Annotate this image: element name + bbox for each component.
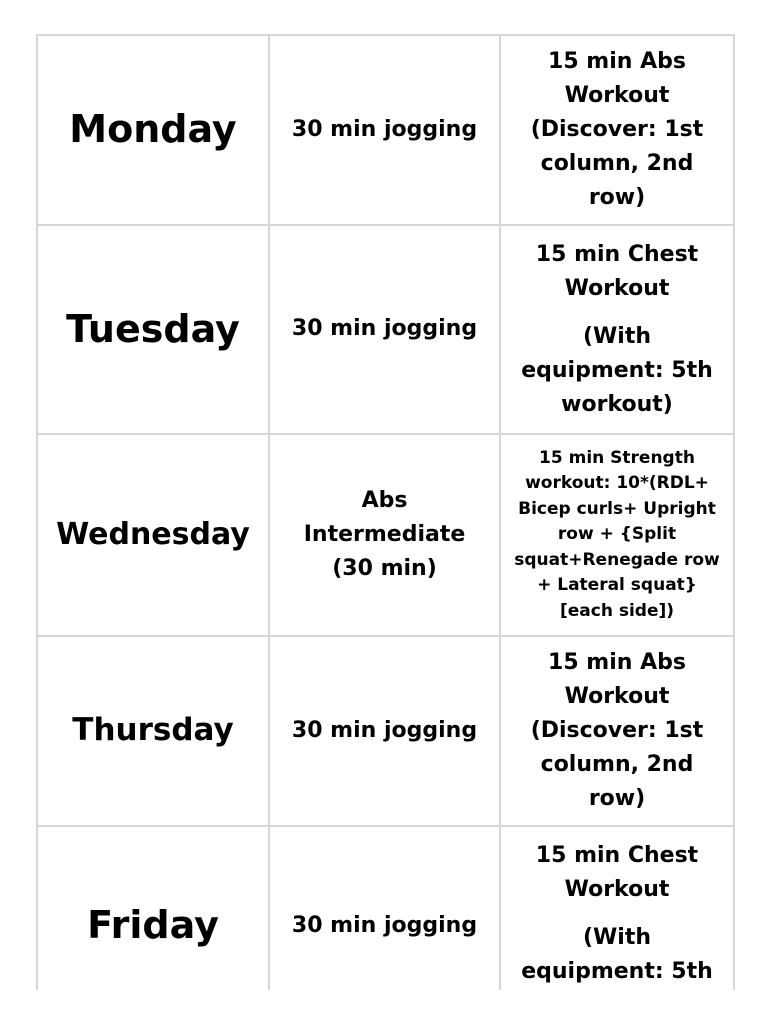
day-cell bbox=[37, 35, 269, 225]
day-label: Tuesday bbox=[66, 306, 240, 351]
day-label: Friday bbox=[87, 903, 219, 948]
activity-cell bbox=[269, 225, 500, 434]
activity-text: 30 min jogging bbox=[291, 912, 478, 938]
activity-cell bbox=[269, 826, 500, 990]
activity-cell bbox=[269, 35, 500, 225]
workout-cell bbox=[500, 826, 734, 990]
table-row bbox=[37, 826, 734, 990]
workout-cell bbox=[500, 225, 734, 434]
workout-cell bbox=[500, 434, 734, 636]
workout-title: 15 min Chest Workout bbox=[535, 843, 699, 902]
workout-text: 15 min Abs Workout (Discover: 1st column, 2nd row) bbox=[530, 650, 704, 811]
day-cell bbox=[37, 225, 269, 434]
day-label: Thursday bbox=[72, 712, 234, 749]
workout-schedule-table bbox=[36, 34, 735, 990]
day-cell bbox=[37, 826, 269, 990]
table-row bbox=[37, 225, 734, 434]
day-label: Wednesday bbox=[56, 517, 250, 552]
table-row bbox=[37, 35, 734, 225]
day-label: Monday bbox=[69, 107, 237, 152]
activity-cell bbox=[269, 636, 500, 826]
day-cell bbox=[37, 636, 269, 826]
workout-text: 15 min Strength workout: 10*(RDL+ Bicep curls+ Upright row + {Split squat+Renegade row + Lateral squat} [each side]) bbox=[514, 447, 720, 621]
table-row bbox=[37, 636, 734, 826]
workout-cell bbox=[500, 35, 734, 225]
workout-cell bbox=[500, 636, 734, 826]
activity-cell bbox=[269, 434, 500, 636]
activity-text: 30 min jogging bbox=[291, 316, 478, 342]
activity-text: 30 min jogging bbox=[291, 116, 478, 142]
workout-detail: (With equipment: 5th workout) bbox=[521, 323, 713, 417]
workout-title: 15 min Chest Workout bbox=[535, 241, 699, 301]
workout-text: 15 min Abs Workout (Discover: 1st column, 2nd row) bbox=[530, 49, 704, 210]
workout-detail: (With equipment: 5th bbox=[521, 925, 713, 984]
day-cell bbox=[37, 434, 269, 636]
activity-text: Abs Intermediate (30 min) bbox=[303, 487, 466, 582]
table-row bbox=[37, 434, 734, 636]
activity-text: 30 min jogging bbox=[291, 717, 478, 743]
